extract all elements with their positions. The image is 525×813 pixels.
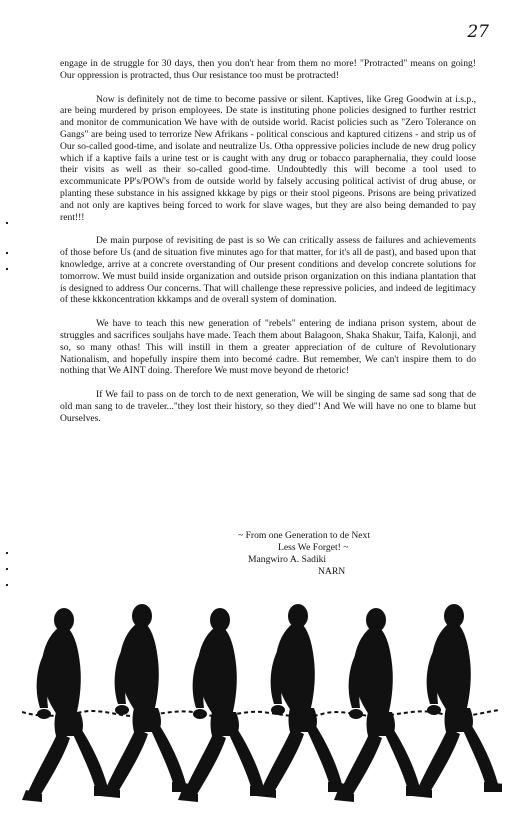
- paragraph-5: If We fail to pass on de torch to de next generation, We will be singing de same sad song that de old man sang to de traveler..."they lost their history, so they died"! And We will have no one to blame but Ourselves.: [60, 389, 476, 424]
- signature-line-1: ~ From one Generation to de Next: [238, 530, 371, 541]
- margin-dot: [6, 584, 8, 586]
- signature-org: NARN: [318, 566, 346, 577]
- signature-block: [238, 530, 370, 578]
- paragraph-3: De main purpose of revisiting de past is so We can critically assess de failures and achievements of those before Us (and de situation five minutes ago for that matter, for it's all de past), and based upon that knowledge, arrive at a concrete overstanding of Our present conditions and develop concrete solutions for tomorrow. We must build inside organization and outside prison organization on this indiana plantation that is designed to address Our concerns. That will challenge these repressive policies, and indeed de legitimacy of these kkkoncentration kkkamps and de overall system of domination.: [60, 235, 476, 306]
- margin-dot: [6, 222, 8, 224]
- paragraph-4: We have to teach this new generation of "rebels" entering de indiana prison system, about de struggles and sacrifices souljahs have made. Teach them about Balagoon, Shaka Shakur, Taifa, Kalonji, and so, so many othas! This will instill in them a greater appreciation of de culture of Revolutionary Nationalism, and hopefully inspire them into becomé cadre. But remember, We can't inspire them to do nothing that We AINT doing. Therefore We must move beyond de rhetoric!: [60, 318, 476, 377]
- margin-dot: [6, 552, 8, 554]
- signature-author: Mangwiro A. Sadiki: [248, 554, 327, 565]
- margin-dot: [6, 252, 8, 254]
- paragraph-2: Now is definitely not de time to become passive or silent. Kaptives, like Greg Goodwin at i.s.p., are being murdered by prison employees. De state is instituting phone policies designed to further restrict and monitor de communication We have with de outside world. Racist policies such as "Zero Tolerance on Gangs" are being used to terrorize New Afrikans - political conscious and kaptured citizens - and strip us of Our so-called good-time, and isolate and neutralize Us. Otha oppressive policies include de new drug policy which if a kaptive fails a urine test or is caught with any drug or tobacco paraphernalia, they could loose their visits as well as their so-called good-time. Undoubtedly this will become a tool used to excommunicate PP's/POW's from de outside world by falsely accusing political activist of drug abuse, or planting these substance in his assigned kkkage by pigs or their stool pigeons. Prisons are being privatized and not only are kaptives being forced to work for slave wages, but they are also being demanded to pay rent!!!: [60, 93, 476, 223]
- article-body: [60, 58, 476, 437]
- page-number: 27: [467, 22, 489, 42]
- margin-dot: [6, 268, 8, 270]
- signature-line-2: Less We Forget! ~: [278, 542, 349, 553]
- paragraph-1: engage in de struggle for 30 days, then you don't hear from them no more! "Protracted" means on going! Our oppression is protracted, thus Our resistance too must be protracted!: [60, 58, 476, 81]
- chained-figures-illustration: [22, 600, 502, 805]
- margin-dot: [6, 568, 8, 570]
